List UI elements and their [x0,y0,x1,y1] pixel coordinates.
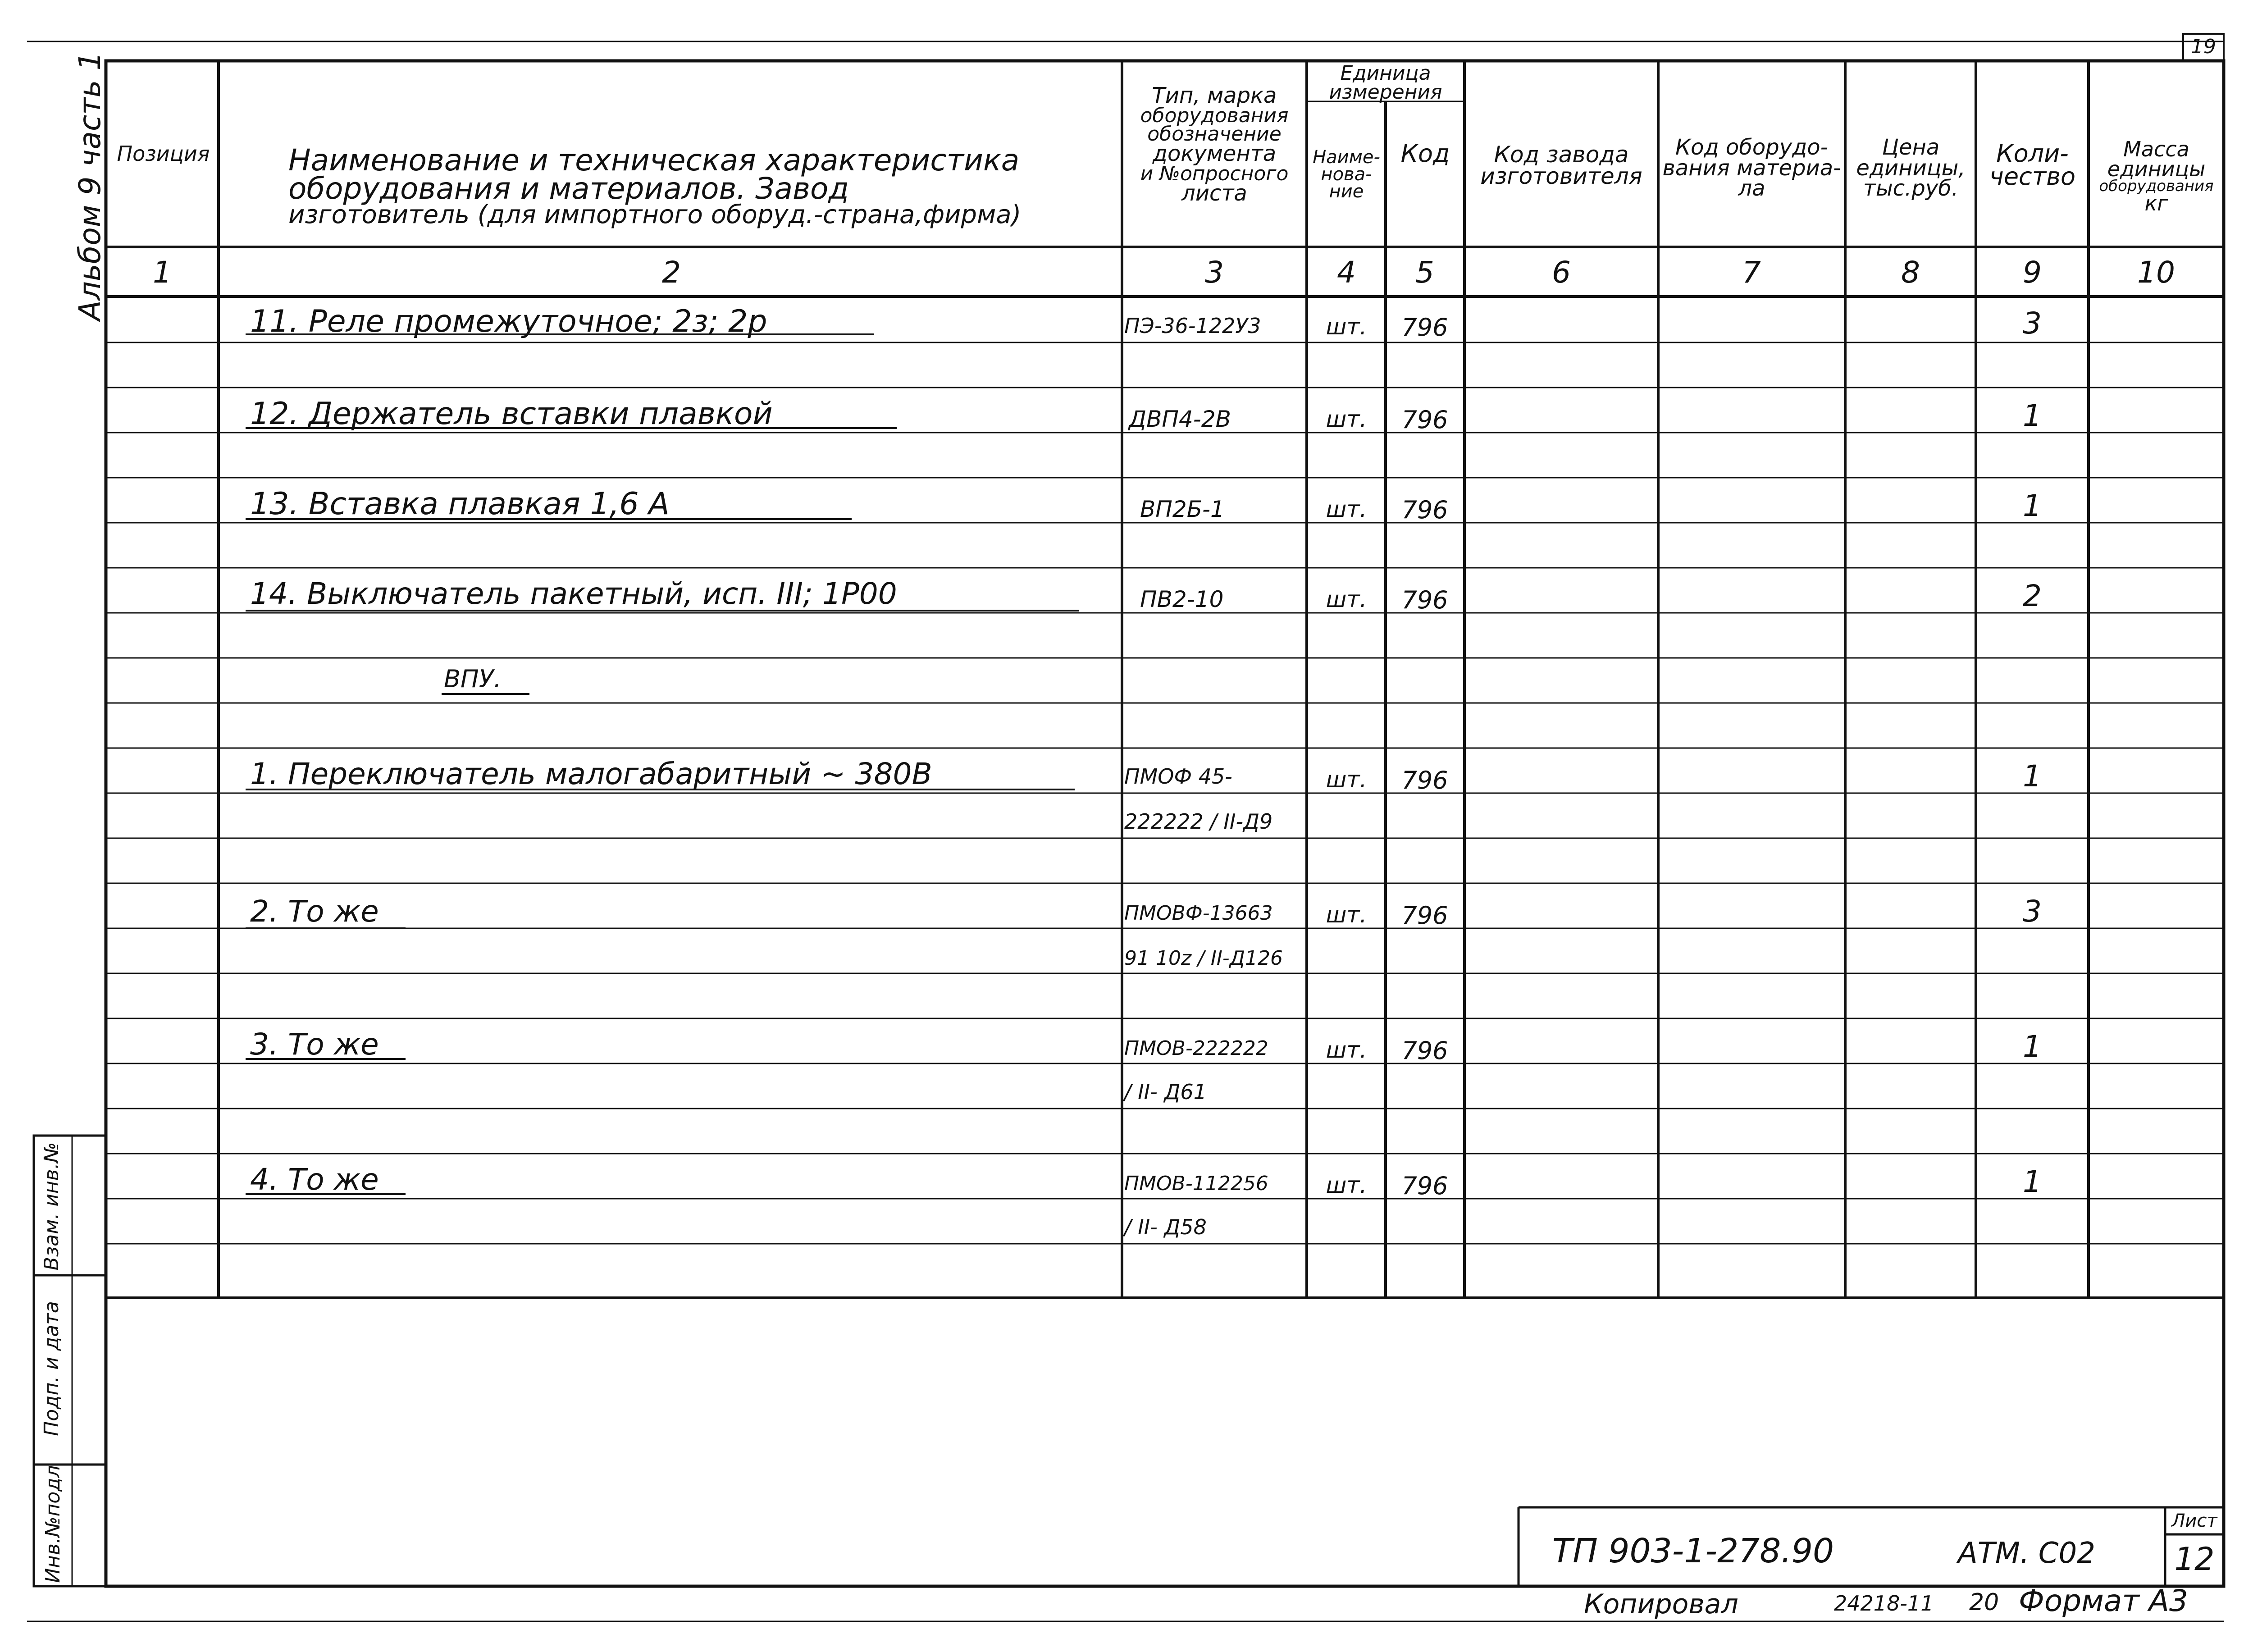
row-type: ВП2Б-1 [1140,496,1225,522]
side-label-vzam-inv: Взам. инв.№ [40,1142,63,1271]
row-qty: 1 [2023,488,2042,523]
header-unit-name-line1: Наиме- [1313,147,1380,168]
header-equipment-code-line2: вания материа- [1662,155,1841,181]
row-qty: 1 [2023,1164,2042,1199]
header-type-line3: обозначение [1147,123,1282,146]
header-type-line2: оборудования [1140,104,1289,127]
header-unit-name-line3: ние [1329,181,1364,202]
row-name: 1. Переключатель малогабаритный ~ 380В [250,757,932,791]
header-name-line3: изготовитель (для импортного оборуд.-страна,фирма) [288,200,1022,230]
row-unit: шт. [1326,902,1367,928]
row-qty: 1 [2023,398,2042,433]
album-label: Альбом 9 часть 1 [73,51,107,321]
row-type: ДВП4-2В [1129,406,1231,432]
column-number: 6 [1552,255,1571,290]
row-unit: шт. [1326,496,1367,522]
header-type-line5: и №опросного [1140,162,1289,185]
row-unit: шт. [1326,406,1367,432]
row-unit: шт. [1326,1172,1367,1198]
row-type: ПМОВ-112256 [1124,1172,1268,1195]
column-number: 10 [2137,255,2175,290]
header-quantity-line2: чество [1989,162,2076,191]
row-name: 3. То же [250,1027,379,1062]
row-unit: шт. [1326,314,1367,340]
header-type-line4: документа [1152,141,1277,167]
footer-order: 24218-11 [1834,1591,1934,1615]
header-unit-group: Единица измерения [1329,62,1442,104]
document-section: АТМ. С02 [1958,1537,2095,1570]
row-qty: 1 [2023,1029,2042,1064]
row-code: 796 [1401,313,1448,342]
row-name: 2. То же [250,894,379,929]
row-code: 796 [1401,1036,1448,1065]
row-unit: шт. [1326,767,1367,793]
header-type-line6: листа [1181,180,1247,206]
row-type: ПМОВФ-13663 [1124,902,1273,925]
header-unit-name-line2: нова- [1321,164,1372,185]
header-unit-code: Код [1400,139,1450,168]
header-mass-line3: оборудования [2099,177,2214,196]
header-mass-line1: Масса [2123,137,2189,161]
row-qty: 2 [2023,579,2042,613]
header-name-line2: оборудования и материалов. Завод [288,171,849,206]
row-code: 796 [1401,766,1448,794]
row-code: 796 [1401,406,1448,434]
footer-copied: Копировал [1584,1588,1738,1620]
header-type [1123,83,1306,206]
row-type-2: 91 10z / II-Д126 [1124,947,1283,970]
row-type-2: 222222 / II-Д9 [1124,809,1273,834]
row-qty: 3 [2023,894,2042,929]
header-factory-code-line2: изготовителя [1480,163,1642,189]
footer-format: Формат А3 [2019,1584,2188,1618]
header-name-line1: Наименование и техническая характеристика [288,143,1020,178]
header-mass-line2: единицы [2107,156,2206,181]
column-number: 3 [1205,255,1224,290]
header-mass [2090,137,2223,215]
side-label-podp-data: Подп. и дата [40,1301,63,1436]
sheet-label: Лист [2171,1511,2217,1531]
column-number: 9 [2023,255,2042,290]
row-name: 11. Реле промежуточное; 2з; 2р [250,304,767,339]
row-unit: шт. [1326,1037,1367,1063]
header-quantity-line1: Коли- [1996,139,2069,168]
header-price [1847,137,1975,199]
header-mass-line4: кг [2144,191,2168,215]
column-number: 5 [1415,255,1434,290]
section-heading: ВПУ. [444,665,502,693]
header-equipment-code [1660,137,1843,199]
row-unit: шт. [1326,586,1367,612]
document-code: ТП 903-1-278.90 [1552,1532,1834,1570]
footer-count: 20 [1969,1589,1999,1616]
header-factory-code [1467,141,1656,189]
row-code: 796 [1401,496,1448,524]
page-number: 19 [2191,35,2216,58]
row-code: 796 [1401,1172,1448,1200]
header-factory-code-line1: Код завода [1494,141,1629,168]
header-equipment-code-line3: ла [1738,176,1765,201]
row-code: 796 [1401,901,1448,930]
row-name: 4. То же [250,1162,379,1197]
row-type: ПЭ-36-122У3 [1124,314,1261,338]
column-number: 7 [1742,255,1761,290]
row-type-2: / II- Д61 [1124,1080,1207,1104]
header-position: Позиция [117,141,210,166]
row-qty: 3 [2023,306,2042,341]
row-code: 796 [1401,586,1448,614]
row-type: ПМОФ 45- [1124,764,1232,789]
row-name: 14. Выключатель пакетный, исп. III; 1Р00 [250,576,897,611]
row-type: ПМОВ-222222 [1124,1037,1268,1060]
header-price-line2: единицы, [1856,155,1966,181]
header-price-line3: тыс.руб. [1863,176,1959,201]
side-label-inv-podl: Инв.№подл [41,1465,64,1583]
header-unit-name [1308,149,1385,200]
sheet-number: 12 [2174,1541,2215,1578]
row-type: ПВ2-10 [1140,586,1224,612]
column-number: 4 [1337,255,1356,290]
header-type-line1: Тип, марка [1152,83,1277,108]
column-number: 1 [153,255,172,290]
row-name: 13. Вставка плавкая 1,6 А [250,486,670,522]
row-qty: 1 [2023,759,2042,794]
row-name: 12. Держатель вставки плавкой [250,396,773,432]
header-quantity [1977,139,2088,191]
row-type-2: / II- Д58 [1124,1215,1207,1239]
header-price-line1: Цена [1882,135,1940,160]
header-name [288,143,1122,230]
header-equipment-code-line1: Код оборудо- [1675,135,1828,160]
column-number: 8 [1901,255,1920,290]
column-number: 2 [662,255,681,290]
